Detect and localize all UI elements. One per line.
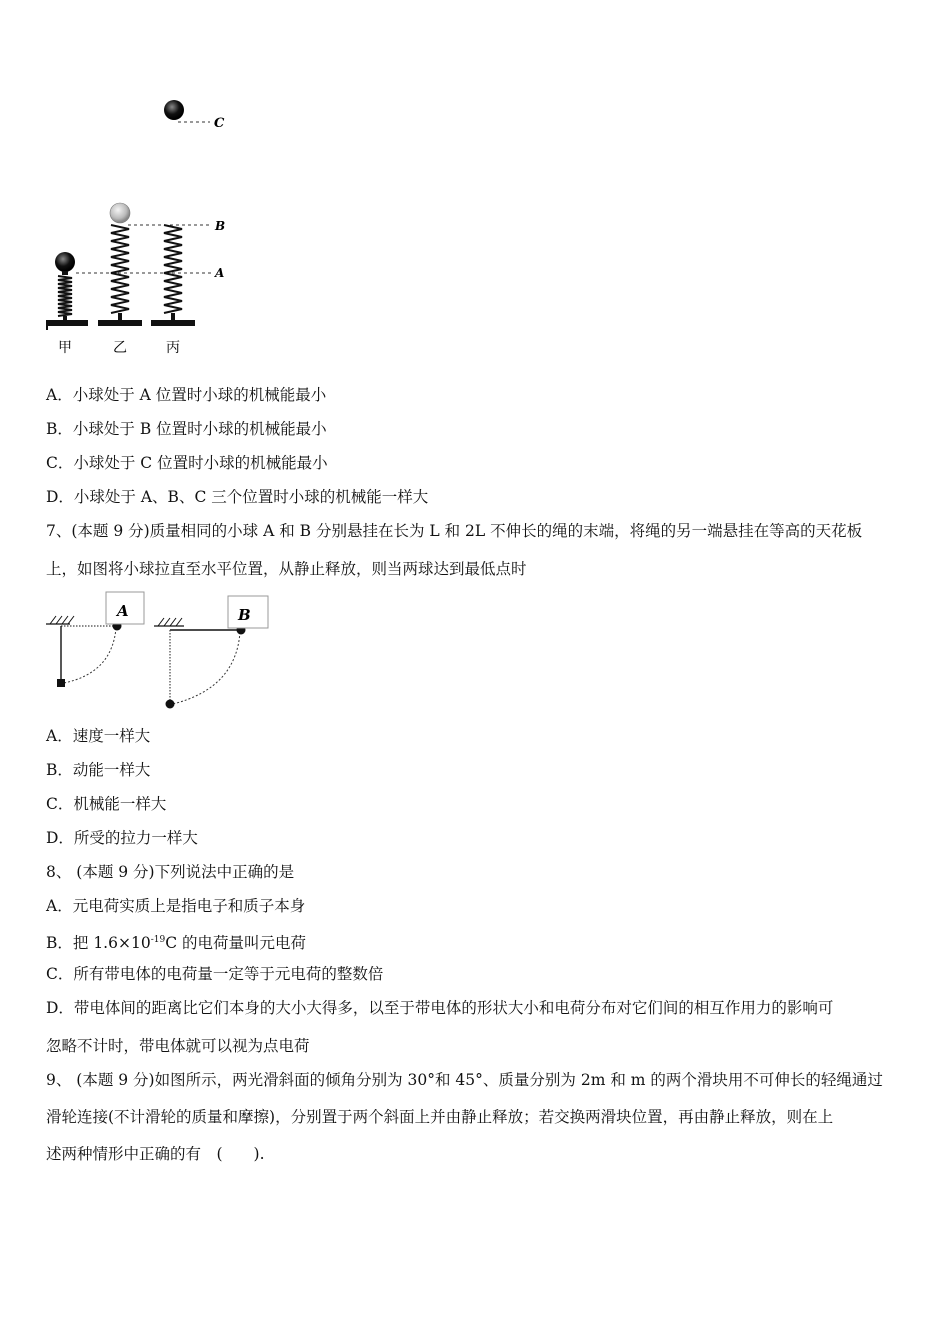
q8-option-b-post: C 的电荷量叫元电荷 xyxy=(165,934,306,953)
q8-option-b-pre: B．把 1.6×10 xyxy=(46,934,151,953)
q8-option-d-line1: D．带电体间的距离比它们本身的大小大得多，以至于带电体的形状大小和电荷分布对它们间的相互作用力的影响可 xyxy=(46,999,834,1017)
ball-c xyxy=(164,100,184,120)
spring-jia xyxy=(46,252,88,330)
q8-option-c: C．所有带电体的电荷量一定等于元电荷的整数倍 xyxy=(46,965,384,983)
q9-line2: 滑轮连接(不计滑轮的质量和摩擦)，分别置于两个斜面上并由静止释放；若交换两滑块位置，再由静止释放，则在上 xyxy=(46,1108,834,1126)
label-a: A xyxy=(215,266,225,280)
pendulum-a xyxy=(46,592,144,687)
q7-option-d: D．所受的拉力一样大 xyxy=(46,829,198,847)
q8-option-a: A．元电荷实质上是指电子和质子本身 xyxy=(46,897,306,915)
q7-stem-line2: 上，如图将小球拉直至水平位置，从静止释放，则当两球达到最低点时 xyxy=(46,560,527,578)
label-ball-a: A xyxy=(117,602,129,620)
q8-stem: 8、 (本题 9 分)下列说法中正确的是 xyxy=(46,863,295,881)
label-b: B xyxy=(215,219,226,233)
caption-jia: 甲 xyxy=(58,340,72,356)
q9-line1: 9、 (本题 9 分)如图所示，两光滑斜面的倾角分别为 30°和 45°、质量分别为 2m 和 m 的两个滑块用不可伸长的轻绳通过 xyxy=(46,1071,883,1089)
pendulum-figure xyxy=(40,588,280,713)
caption-yi: 乙 xyxy=(113,340,127,356)
q7-option-b: B．动能一样大 xyxy=(46,761,151,779)
caption-bing: 丙 xyxy=(166,340,180,356)
q7-option-c: C．机械能一样大 xyxy=(46,795,167,813)
q9-line3: 述两种情形中正确的有 ( ). xyxy=(46,1145,265,1163)
label-ball-b: B xyxy=(238,606,251,624)
q8-option-b-exponent: -19 xyxy=(150,935,166,945)
q8-option-b xyxy=(46,930,306,953)
q6-option-b: B．小球处于 B 位置时小球的机械能最小 xyxy=(46,420,327,438)
spring-figure xyxy=(40,90,240,360)
spring-yi xyxy=(98,203,142,326)
q7-option-a: A．速度一样大 xyxy=(46,727,151,745)
q6-option-c: C．小球处于 C 位置时小球的机械能最小 xyxy=(46,454,328,472)
spring-bing xyxy=(151,225,195,326)
q7-stem-line1: 7、(本题 9 分)质量相同的小球 A 和 B 分别悬挂在长为 L 和 2L 不伸长的绳的末端，将绳的另一端悬挂在等高的天花板 xyxy=(46,522,863,540)
q6-option-d: D．小球处于 A、B、C 三个位置时小球的机械能一样大 xyxy=(46,488,429,506)
label-c: C xyxy=(214,116,225,131)
pendulum-b xyxy=(154,596,268,709)
q8-option-d-line2: 忽略不计时，带电体就可以视为点电荷 xyxy=(46,1037,310,1055)
q6-option-a: A．小球处于 A 位置时小球的机械能最小 xyxy=(46,386,327,404)
